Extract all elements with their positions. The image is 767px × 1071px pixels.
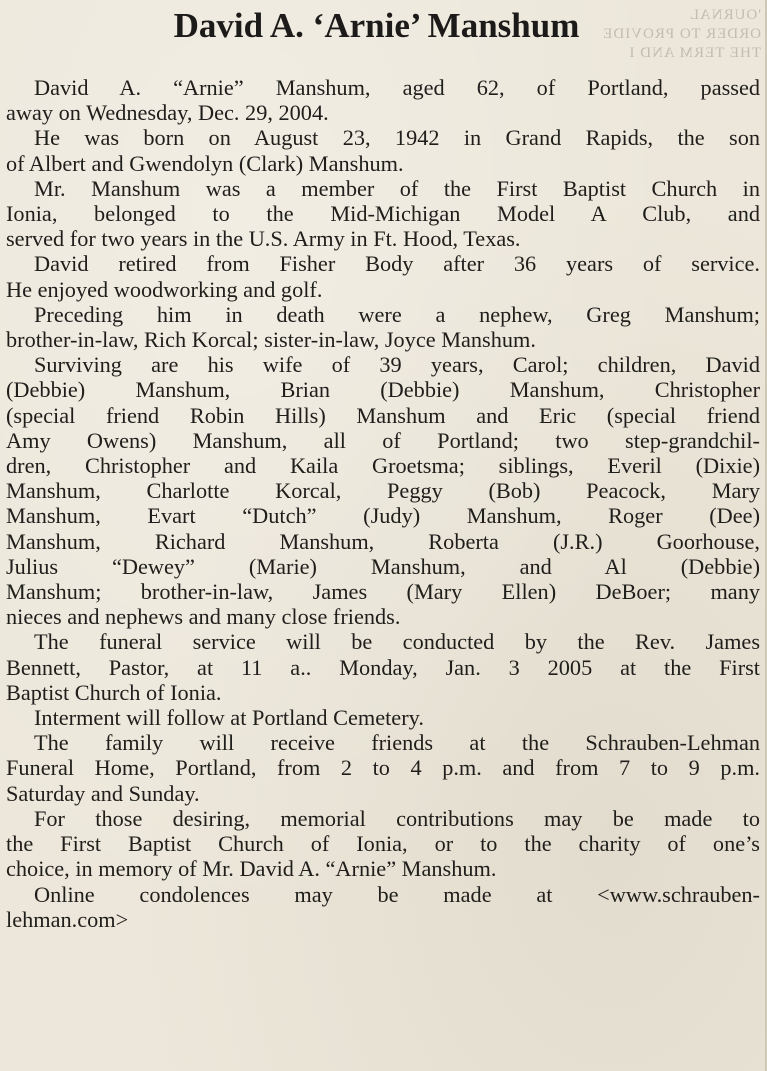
bleed-line: ORDER TO PROVIDE [602, 26, 761, 42]
text-line: Funeral Home, Portland, from 2 to 4 p.m. and from 7 to 9 p.m. [6, 755, 760, 781]
text-line: David A. “Arnie” Manshum, aged 62, of Portland, passed [34, 75, 760, 100]
text-line: Manshum, Richard Manshum, Roberta (J.R.) Goorhouse, [6, 528, 760, 554]
obituary-paragraph [6, 302, 760, 352]
text-line: brother-in-law, Rich Korcal; sister-in-law, Joyce Manshum. [6, 327, 536, 353]
obituary-paragraph [6, 125, 760, 175]
text-line: The funeral service will be conducted by the Rev. James [34, 629, 760, 655]
text-line: Mr. Manshum was a member of the First Baptist Church in [34, 175, 760, 201]
text-line: Online condolences may be made at <www.schrauben- [34, 881, 760, 907]
bleed-line: 'OURNAL [688, 7, 761, 23]
text-line: The family will receive friends at the Schrauben-Lehman [34, 730, 760, 756]
text-line: (special friend Robin Hills) Manshum and Eric (special friend [6, 402, 760, 428]
obituary-body [6, 75, 760, 932]
text-line: Manshum; brother-in-law, James (Mary Ellen) DeBoer; many [6, 579, 760, 605]
text-line: Preceding him in death were a nephew, Greg Manshum; [34, 301, 760, 327]
text-line: He enjoyed woodworking and golf. [6, 276, 323, 302]
text-line: Interment will follow at Portland Cemetery. [34, 705, 424, 731]
text-line: Bennett, Pastor, at 11 a.. Monday, Jan. 3 2005 at the First [6, 654, 760, 680]
text-line: He was born on August 23, 1942 in Grand Rapids, the son [34, 125, 760, 151]
obituary-paragraph [6, 705, 760, 730]
obituary-headline: David A. ‘Arnie’ Manshum [173, 6, 580, 45]
text-line: David retired from Fisher Body after 36 years of service. [34, 251, 760, 277]
obituary-paragraph [6, 730, 760, 806]
text-line: Amy Owens) Manshum, all of Portland; two step-grandchil- [6, 427, 760, 453]
text-line: Baptist Church of Ionia. [6, 679, 222, 705]
obituary-paragraph [6, 176, 760, 252]
bleed-line: THE TERM AND I [628, 45, 761, 61]
text-line: Manshum, Evart “Dutch” (Judy) Manshum, Roger (Dee) [6, 503, 760, 529]
text-line: Manshum, Charlotte Korcal, Peggy (Bob) Peacock, Mary [6, 478, 760, 504]
text-line: For those desiring, memorial contributions may be made to [34, 805, 760, 831]
text-line: served for two years in the U.S. Army in Ft. Hood, Texas. [6, 226, 521, 252]
text-line: of Albert and Gwendolyn (Clark) Manshum. [6, 150, 404, 176]
text-line: choice, in memory of Mr. David A. “Arnie” Manshum. [6, 856, 497, 882]
text-line: the First Baptist Church of Ionia, or to the charity of one’s [6, 831, 760, 857]
text-line: lehman.com> [6, 906, 129, 932]
text-line: Saturday and Sunday. [6, 780, 200, 806]
obituary-paragraph [6, 75, 760, 125]
text-line: Julius “Dewey” (Marie) Manshum, and Al (Debbie) [6, 553, 760, 579]
obituary-paragraph [6, 882, 760, 932]
obituary-paragraph [6, 806, 760, 882]
obituary-paragraph [6, 251, 760, 301]
text-line: dren, Christopher and Kaila Groetsma; siblings, Everil (Dixie) [6, 453, 760, 479]
text-line: nieces and nephews and many close friends. [6, 604, 401, 630]
obituary-paragraph [6, 352, 760, 629]
obituary-paragraph [6, 629, 760, 705]
text-line: away on Wednesday, Dec. 29, 2004. [6, 100, 329, 126]
text-line: Ionia, belonged to the Mid-Michigan Model A Club, and [6, 201, 760, 227]
text-line: Surviving are his wife of 39 years, Carol; children, David [34, 352, 760, 378]
text-line: (Debbie) Manshum, Brian (Debbie) Manshum, Christopher [6, 377, 760, 403]
